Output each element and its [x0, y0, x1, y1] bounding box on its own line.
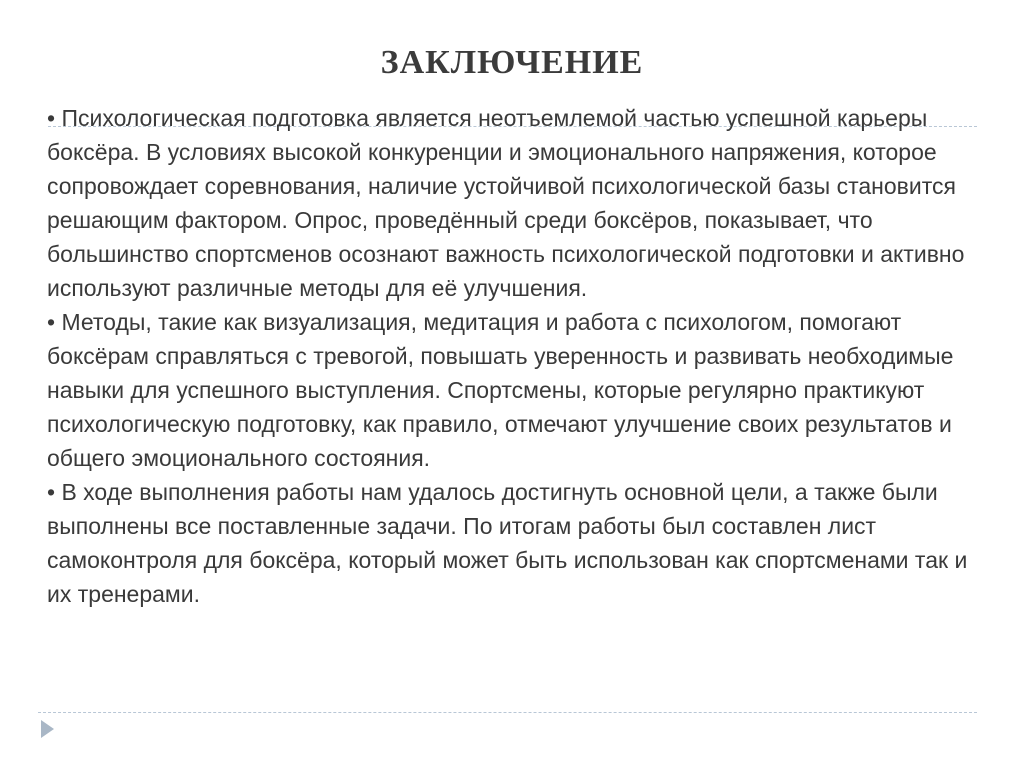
paragraph-psychological-preparation: • Психологическая подготовка является неотъемлемой частью успешной карьеры боксёра. В условиях высокой конкуренции и эмоционального напряжения, которое сопровождает соревнования, наличие устойчивой психологической базы становится решающим фактором. Опрос, проведённый среди боксёров, показывает, что большинство спортсменов осознают важность психологической подготовки и активно используют различные методы для её улучшения. [47, 105, 965, 301]
slide-title: ЗАКЛЮЧЕНИЕ [380, 44, 644, 81]
paragraph-methods: • Методы, такие как визуализация, медитация и работа с психологом, помогают боксёрам справляться с тревогой, повышать уверенность и развивать необходимые навыки для успешного выступления. Спортсмены, которые регулярно практикуют психологическую подготовку, как правило, отмечают улучшение своих результатов и общего эмоционального состояния. [47, 309, 954, 471]
slide-body [47, 101, 997, 611]
bottom-divider [38, 712, 977, 713]
paragraph-conclusion: • В ходе выполнения работы нам удалось достигнуть основной цели, а также были выполнены все поставленные задачи. По итогам работы был составлен лист самоконтроля для боксёра, который может быть использован как спортсменами так и их тренерами. [47, 479, 968, 607]
triangle-right-icon [41, 720, 54, 738]
